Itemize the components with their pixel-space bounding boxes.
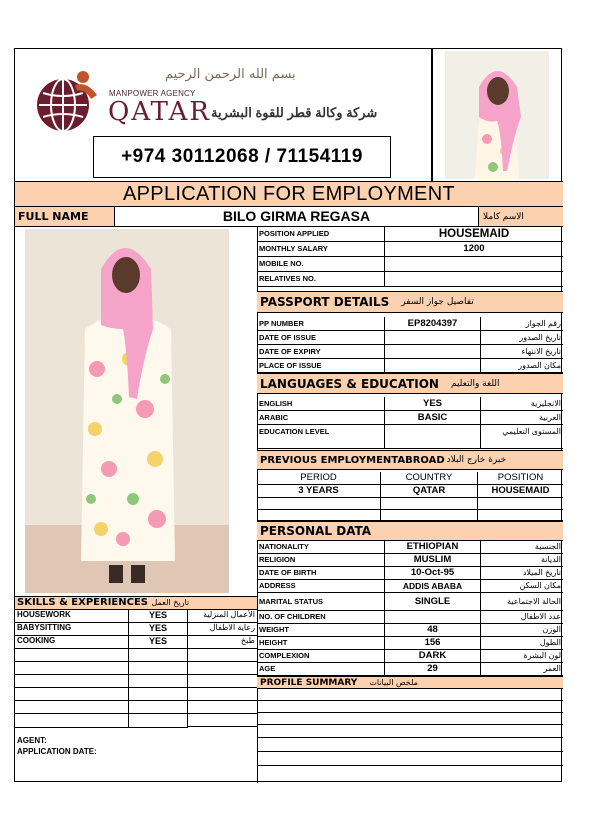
marital-status-value: SINGLE	[385, 593, 481, 610]
height-row	[257, 637, 563, 650]
full-name-row	[15, 207, 563, 227]
header-divider	[431, 49, 433, 182]
age-label-ar: العمر	[543, 664, 561, 673]
education-level-label-ar: المستوى التعليمي	[502, 427, 561, 436]
date-of-expiry-label-ar: تاريخ الانتهاء	[521, 347, 561, 356]
languages-section-title-ar: اللغة والتعليم	[450, 378, 500, 389]
passport-section-title: PASSPORT DETAILS	[260, 295, 390, 309]
weight-row	[257, 624, 563, 637]
date-of-issue-label-ar: تاريخ الصدور	[519, 333, 561, 342]
weight-label: WEIGHT	[257, 624, 385, 636]
date-of-birth-value: 10-Oct-95	[385, 567, 481, 579]
profile-summary-title-ar: ملخص البيانات	[369, 678, 418, 687]
date-of-issue-label: DATE OF ISSUE	[257, 331, 385, 344]
skill-label-ar: الأعمال المنزلية	[203, 610, 255, 619]
header	[15, 49, 563, 182]
nationality-row	[257, 541, 563, 554]
complexion-value: DARK	[385, 650, 481, 662]
agency-brand: QATAR	[108, 97, 211, 127]
pp-number-label: PP NUMBER	[257, 317, 385, 330]
profile-summary-title: PROFILE SUMMARY	[260, 677, 358, 688]
religion-value: MUSLIM	[385, 554, 481, 566]
country-value: QATAR	[381, 485, 478, 497]
children-label-ar: عدد الاطفال	[520, 612, 561, 621]
phone-number: +974 30112068 / 71154119	[93, 136, 391, 178]
pp-number-label-ar: رقم الجواز	[525, 319, 561, 328]
previous-employment-title: PREVIOUS EMPLOYMENTABROAD	[260, 454, 445, 466]
place-of-issue-row	[257, 359, 563, 373]
complexion-row	[257, 650, 563, 663]
agency-globe-logo	[31, 67, 103, 133]
mobile-no-row	[257, 257, 563, 272]
pp-number-value: EP8204397	[385, 317, 481, 330]
skills-table-bottom	[15, 727, 188, 728]
full-name-label: FULL NAME	[15, 207, 115, 226]
position-applied-label: POSITION APPLIED	[257, 227, 385, 241]
weight-label-ar: الوزن	[542, 625, 561, 634]
age-row	[257, 663, 563, 676]
profile-summary-line	[257, 701, 563, 713]
date-of-expiry-label: DATE OF EXPIRY	[257, 345, 385, 358]
skill-row-empty	[15, 714, 257, 727]
monthly-salary-value: 1200	[463, 243, 485, 254]
country-column-header: COUNTRY	[381, 472, 478, 484]
languages-section-header	[257, 373, 563, 394]
skill-label-ar: رعاية الاطفال	[209, 623, 255, 632]
personal-data-header	[257, 521, 563, 541]
date-of-issue-value	[385, 331, 481, 344]
relatives-no-row	[257, 272, 563, 287]
profile-summary-header	[257, 676, 563, 689]
marital-status-row	[257, 593, 563, 611]
position-applied-value: HOUSEMAID	[438, 228, 510, 240]
agency-arabic-name: شركة وكالة قطر للقوة البشرية	[211, 105, 378, 120]
position-value: HOUSEMAID	[491, 485, 550, 496]
religion-label-ar: الديانة	[540, 555, 561, 564]
skill-label: COOKING	[15, 636, 129, 648]
complexion-label: COMPLEXION	[257, 650, 385, 662]
position-column-header: POSITION	[497, 472, 544, 483]
languages-section-title: LANGUAGES & EDUCATION	[260, 376, 439, 391]
position-applied-row	[257, 227, 563, 242]
period-column-header: PERIOD	[257, 472, 381, 484]
address-row	[257, 580, 563, 593]
arabic-value: BASIC	[385, 411, 481, 424]
applicant-photo-small	[445, 51, 549, 179]
profile-summary-line	[257, 725, 563, 738]
religion-label: RELIGION	[257, 554, 385, 566]
height-label-ar: الطول	[539, 638, 561, 647]
relatives-no-label: RELATIVES NO.	[257, 272, 385, 286]
date-of-birth-label: DATE OF BIRTH	[257, 567, 385, 579]
profile-summary-line	[257, 752, 563, 766]
date-of-birth-row	[257, 567, 563, 580]
date-of-expiry-value	[385, 345, 481, 358]
address-label: ADDRESS	[257, 580, 385, 592]
previous-employment-row-empty	[257, 498, 563, 510]
mobile-no-label: MOBILE NO.	[257, 257, 385, 271]
arabic-label-ar: العربية	[539, 413, 561, 422]
english-row	[257, 397, 563, 411]
skill-value: YES	[129, 623, 188, 635]
education-level-value	[385, 425, 481, 448]
monthly-salary-row	[257, 242, 563, 257]
passport-section-header	[257, 291, 563, 313]
nationality-value: ETHIOPIAN	[385, 541, 481, 553]
skill-label: BABYSITTING	[15, 623, 129, 635]
monthly-salary-label: MONTHLY SALARY	[257, 242, 385, 256]
agent-label: AGENT:	[17, 736, 47, 745]
agent-footer	[17, 735, 97, 757]
weight-value: 48	[385, 624, 481, 636]
agency-subtitle: MANPOWER AGENCY	[109, 89, 196, 98]
skill-row-empty	[15, 662, 257, 675]
skills-section-header	[15, 596, 257, 610]
children-value	[385, 611, 481, 623]
skill-row-empty	[15, 688, 257, 701]
nationality-label-ar: الجنسية	[534, 542, 561, 551]
applicant-photo-full	[25, 229, 229, 593]
profile-summary-line	[257, 689, 563, 701]
education-level-label: EDUCATION LEVEL	[257, 425, 385, 448]
profile-summary-line	[257, 738, 563, 752]
passport-section-title-ar: تفاصيل جواز السفر	[401, 297, 474, 307]
english-value: YES	[385, 397, 481, 410]
address-value: ADDIS ABABA	[385, 580, 481, 592]
full-name-label-ar: الاسم كاملا	[479, 207, 563, 226]
skill-row-empty	[15, 701, 257, 714]
previous-employment-columns	[257, 472, 563, 485]
relatives-no-value	[385, 272, 563, 286]
skills-section-title-ar: تاريخ العمل	[151, 598, 190, 607]
skill-value: YES	[129, 636, 188, 648]
skill-label: HOUSEWORK	[15, 610, 129, 622]
agency-arabic-calligraphy: بسم الله الرحمن الرحيم	[165, 67, 296, 82]
education-level-row	[257, 425, 563, 449]
profile-summary-line	[257, 713, 563, 725]
age-value: 29	[385, 663, 481, 675]
date-of-birth-label-ar: تاريخ الميلاد	[522, 568, 561, 577]
date-of-issue-row	[257, 331, 563, 345]
previous-employment-title-ar: خبرة خارج البلاد	[446, 455, 507, 465]
personal-data-title: PERSONAL DATA	[260, 524, 372, 538]
children-label: NO. OF CHILDREN	[257, 611, 385, 623]
place-of-issue-label-ar: مكان الصدور	[518, 361, 561, 370]
height-value: 156	[385, 637, 481, 649]
address-label-ar: مكان السكن	[519, 581, 561, 590]
children-row	[257, 611, 563, 624]
skills-section-title: SKILLS & EXPERIENCES	[17, 597, 148, 608]
marital-status-label-ar: الحالة الاجتماعية	[507, 597, 561, 606]
previous-employment-row-empty	[257, 510, 563, 521]
previous-employment-row	[257, 485, 563, 498]
skill-label-ar: طبخ	[241, 636, 255, 645]
skill-row-empty	[15, 675, 257, 688]
application-form	[14, 48, 562, 782]
previous-employment-header	[257, 450, 563, 470]
skill-value: YES	[129, 610, 188, 622]
mobile-no-value	[385, 257, 563, 271]
arabic-label: ARABIC	[257, 411, 385, 424]
nationality-label: NATIONALITY	[257, 541, 385, 553]
application-date-label: APPLICATION DATE:	[17, 747, 97, 756]
english-label: ENGLISH	[257, 397, 385, 410]
place-of-issue-value	[385, 359, 481, 372]
age-label: AGE	[257, 663, 385, 675]
skill-row-cooking	[15, 636, 257, 649]
pp-number-row	[257, 317, 563, 331]
skill-row-empty	[15, 649, 257, 662]
period-value: 3 YEARS	[257, 485, 381, 497]
full-name-value: BILO GIRMA REGASA	[115, 207, 479, 226]
arabic-row	[257, 411, 563, 425]
height-label: HEIGHT	[257, 637, 385, 649]
marital-status-label: MARITAL STATUS	[257, 593, 385, 610]
skill-row-babysitting	[15, 623, 257, 636]
skill-row-housework	[15, 610, 257, 623]
form-title: APPLICATION FOR EMPLOYMENT	[15, 182, 563, 207]
place-of-issue-label: PLACE OF ISSUE	[257, 359, 385, 372]
religion-row	[257, 554, 563, 567]
complexion-label-ar: لون البشرة	[523, 651, 561, 660]
english-label-ar: الانجليزية	[530, 399, 561, 408]
date-of-expiry-row	[257, 345, 563, 359]
